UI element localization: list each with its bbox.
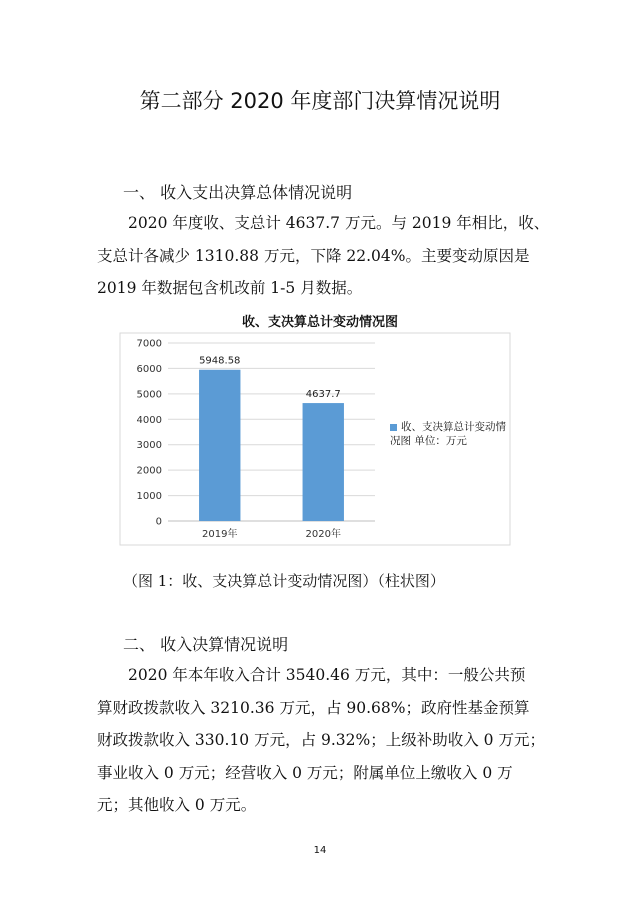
legend-swatch [390, 424, 397, 431]
x-tick-label: 2020年 [305, 529, 341, 540]
page-number: 14 [313, 845, 327, 856]
y-tick-label: 4000 [136, 414, 162, 426]
data-label: 5948.58 [199, 355, 241, 367]
bar-2019年 [199, 370, 240, 521]
figure-caption: （图 1：收、支决算总计变动情况图）（柱状图） [123, 572, 445, 590]
page-title: 第二部分 2020 年度部门决算情况说明 [139, 89, 501, 113]
data-label: 4637.7 [305, 389, 341, 401]
y-tick-label: 5000 [136, 389, 162, 401]
section1-line-2: 支总计各减少 1310.88 万元，下降 22.04%。主要变动原因是 [97, 247, 530, 265]
x-tick-label: 2019年 [202, 529, 238, 540]
section2-heading: 二、 收入决算情况说明 [123, 635, 289, 654]
section2-line-5: 元；其他收入 0 万元。 [97, 796, 257, 814]
section2-line-4: 事业收入 0 万元；经营收入 0 万元；附属单位上缴收入 0 万 [97, 764, 513, 782]
y-tick-label: 7000 [136, 338, 162, 350]
legend-label: 收、支决算总计变动情况图 单位：万元 [390, 421, 506, 447]
y-tick-label: 2000 [136, 465, 162, 477]
y-tick-label: 3000 [136, 440, 162, 452]
section1-heading: 一、 收入支出决算总体情况说明 [123, 183, 353, 202]
section2-line-1: 2020 年本年收入合计 3540.46 万元，其中：一般公共预 [128, 666, 526, 684]
section1-line-1: 2020 年度收、支总计 4637.7 万元。与 2019 年相比，收、 [128, 214, 550, 232]
y-tick-label: 1000 [136, 491, 162, 503]
y-tick-label: 0 [155, 516, 162, 528]
bar-2020年 [303, 403, 344, 521]
chart-title: 收、支决算总计变动情况图 [241, 315, 398, 330]
section2-line-2: 算财政拨款收入 3210.36 万元，占 90.68%；政府性基金预算 [97, 699, 530, 717]
section1-line-3: 2019 年数据包含机改前 1-5 月数据。 [97, 279, 363, 297]
y-tick-label: 6000 [136, 363, 162, 375]
section2-line-3: 财政拨款收入 330.10 万元，占 9.32%；上级补助收入 0 万元； [97, 731, 545, 749]
chart-legend [390, 420, 515, 448]
